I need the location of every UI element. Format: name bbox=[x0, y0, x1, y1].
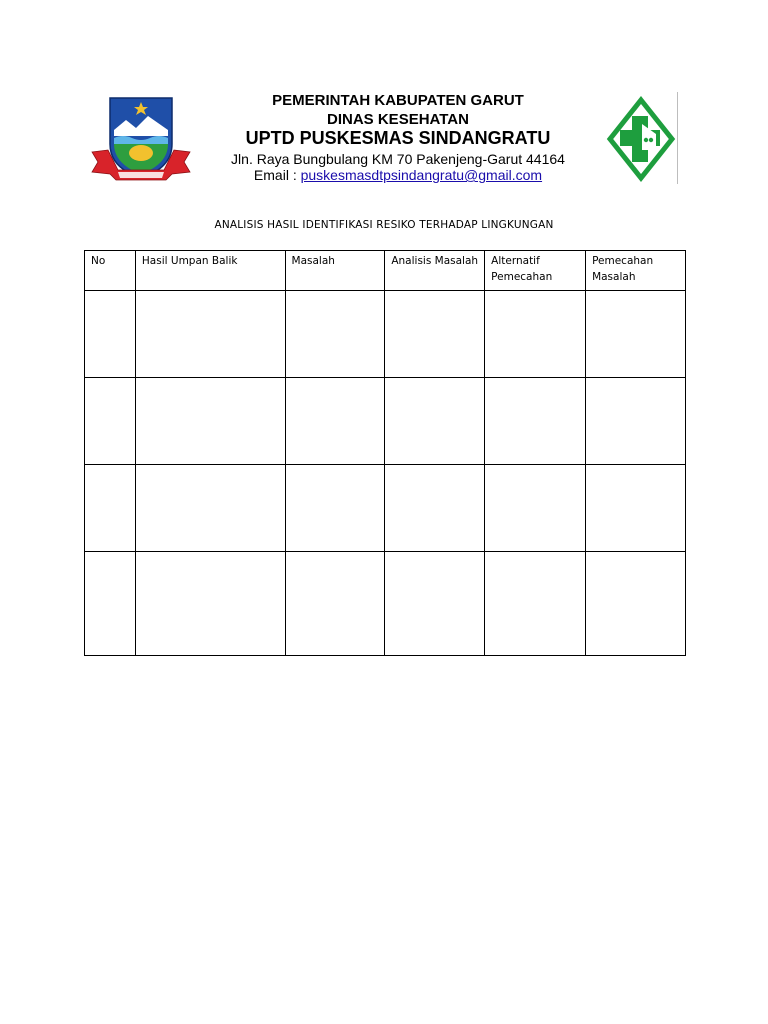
table-cell[interactable] bbox=[135, 465, 285, 552]
table-row bbox=[85, 552, 686, 656]
column-header-no: No bbox=[85, 251, 136, 291]
column-header-masalah: Masalah bbox=[285, 251, 385, 291]
column-header-hasil-umpan-balik: Hasil Umpan Balik bbox=[135, 251, 285, 291]
institution-name: UPTD PUSKESMAS SINDANGRATU bbox=[245, 128, 551, 148]
table-row bbox=[85, 291, 686, 378]
table-cell[interactable] bbox=[385, 291, 485, 378]
table-cell[interactable] bbox=[85, 465, 136, 552]
government-name: PEMERINTAH KABUPATEN GARUT bbox=[272, 92, 524, 109]
table-cell[interactable] bbox=[85, 378, 136, 465]
table-cell[interactable] bbox=[285, 291, 385, 378]
table-cell[interactable] bbox=[285, 465, 385, 552]
table-cell[interactable] bbox=[135, 378, 285, 465]
table-cell[interactable] bbox=[285, 552, 385, 656]
risk-analysis-table bbox=[84, 250, 686, 656]
email-label: Email : bbox=[253, 167, 301, 183]
table-cell[interactable] bbox=[586, 465, 686, 552]
column-header-pemecahan-masalah: Pemecahan Masalah bbox=[586, 251, 686, 291]
table-cell[interactable] bbox=[385, 552, 485, 656]
table-cell[interactable] bbox=[135, 291, 285, 378]
table-row bbox=[85, 465, 686, 552]
table-cell[interactable] bbox=[485, 552, 586, 656]
table-cell[interactable] bbox=[485, 465, 586, 552]
header-divider bbox=[677, 92, 678, 184]
table-cell[interactable] bbox=[485, 378, 586, 465]
email-link[interactable]: puskesmasdtpsindangratu@gmail.com bbox=[300, 167, 543, 183]
table-header-row bbox=[85, 251, 686, 291]
table-cell[interactable] bbox=[586, 552, 686, 656]
table-cell[interactable] bbox=[385, 465, 485, 552]
table-cell[interactable] bbox=[586, 378, 686, 465]
column-header-analisis-masalah: Analisis Masalah bbox=[385, 251, 485, 291]
department-name: DINAS KESEHATAN bbox=[327, 111, 469, 128]
table-cell[interactable] bbox=[85, 291, 136, 378]
table-cell[interactable] bbox=[285, 378, 385, 465]
table-cell[interactable] bbox=[385, 378, 485, 465]
address-line: Jln. Raya Bungbulang KM 70 Pakenjeng-Garut 44164 bbox=[231, 151, 565, 167]
document-title: ANALISIS HASIL IDENTIFIKASI RESIKO TERHADAP LINGKUNGAN bbox=[214, 219, 554, 231]
column-header-alternatif-pemecahan: Alternatif Pemecahan bbox=[485, 251, 586, 291]
table-cell[interactable] bbox=[135, 552, 285, 656]
table-row bbox=[85, 378, 686, 465]
table-cell[interactable] bbox=[485, 291, 586, 378]
puskesmas-cross-logo-icon bbox=[606, 96, 676, 182]
table-cell[interactable] bbox=[85, 552, 136, 656]
table-cell[interactable] bbox=[586, 291, 686, 378]
